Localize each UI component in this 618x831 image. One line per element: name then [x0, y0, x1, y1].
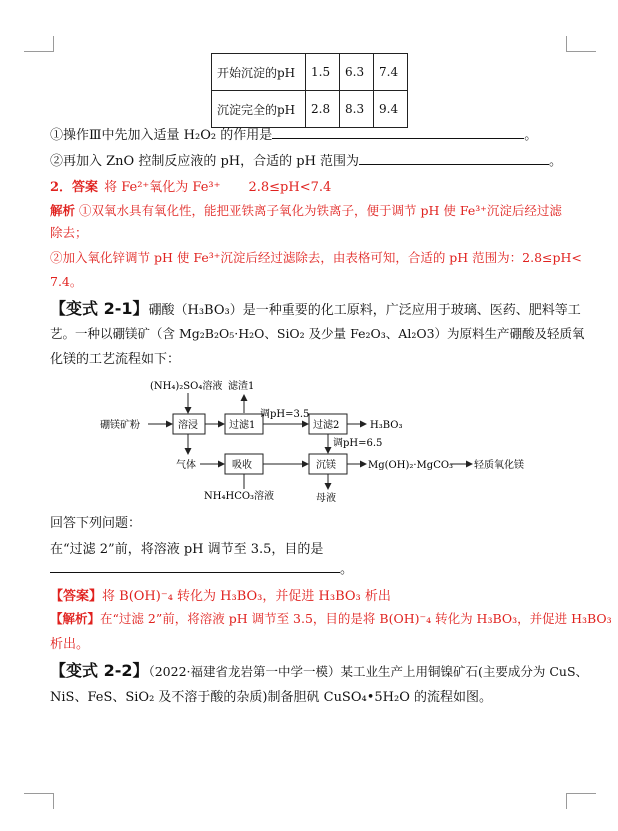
ph-table	[211, 53, 408, 128]
variant-2-2-text: （2022·福建省龙岩第一中学一模）某工业生产上用铜镍矿石(主要成分为 CuS、	[148, 664, 589, 679]
crop-mark-top-right	[566, 51, 596, 52]
answer-blank[interactable]	[359, 151, 549, 165]
variant-2-1-tag: 【变式 2-1】	[50, 299, 149, 318]
product-3-label: 轻质氧化镁	[474, 460, 524, 471]
table-row	[212, 54, 408, 91]
analysis-variant-1-tag: 【解析】	[50, 611, 101, 626]
mother-liquor-label: 母液	[316, 493, 336, 504]
question-1	[50, 124, 537, 143]
answer-variant-1-text: 将 B(OH)⁻₄ 转化为 H₃BO₃，并促进 H₃BO₃ 析出	[102, 589, 391, 604]
question-text: 在“过滤 2”前，将溶液 pH 调节至 3.5，目的是	[50, 542, 324, 557]
table-cell: 6.3	[340, 54, 374, 91]
table-cell: 7.4	[374, 54, 408, 91]
analysis-2-line-1	[50, 201, 562, 219]
answer-blank[interactable]	[50, 559, 340, 573]
residue-1-label: 滤渣1	[228, 381, 255, 392]
table-row	[212, 91, 408, 128]
crop-mark-bottom-right	[566, 793, 596, 794]
analysis-2-line-4: 7.4。	[50, 274, 83, 289]
answer-2-number: 2．	[50, 180, 73, 195]
variant-2-2-tag: 【变式 2-2】	[50, 661, 149, 680]
crop-mark-bottom-left	[24, 793, 54, 794]
table-cell: 9.4	[374, 91, 408, 128]
variant-2-1-line-1	[50, 296, 581, 319]
variant-2-1-line-3: 化镁的工艺流程如下：	[50, 352, 181, 367]
analysis-variant-1-text: 在“过滤 2”前，将溶液 pH 调节至 3.5，目的是将 B(OH)⁻₄ 转化为 H₃BO₃，并促进 H₃BO₃	[100, 611, 612, 626]
precipitate-box-label: 沉镁	[316, 460, 336, 471]
answer-2-text: 将 Fe²⁺氧化为 Fe³⁺	[104, 180, 221, 195]
adjust-1-label: 调pH=3.5	[260, 409, 310, 420]
product-2-label: Mg(OH)₂·MgCO₃	[368, 460, 454, 471]
gas-label: 气体	[176, 460, 196, 471]
process-flow-diagram	[100, 375, 570, 505]
variant-2-1-line-2: 艺。一种以硼镁矿（含 Mg₂B₂O₅·H₂O、SiO₂ 及少量 Fe₂O₃、Al₂O3）为原料生产硼酸及轻质氧	[50, 326, 585, 341]
absorb-box-label: 吸收	[232, 460, 252, 471]
question-2-text: ②再加入 ZnO 控制反应液的 pH，合适的 pH 范围为	[50, 154, 360, 169]
answer-2-tag: 答案	[72, 180, 99, 195]
analysis-variant-1-line-1	[50, 609, 612, 627]
table-cell: 1.5	[306, 54, 340, 91]
crop-mark-top-right	[566, 36, 567, 52]
dissolve-box-label: 溶浸	[178, 420, 198, 431]
table-cell: 2.8	[306, 91, 340, 128]
question-1-text: ①操作Ⅲ中先加入适量 H₂O₂ 的作用是	[50, 128, 273, 143]
analysis-2-tag: 解析	[50, 203, 76, 218]
crop-mark-top-left	[53, 36, 54, 52]
adjust-2-label: 调pH=6.5	[333, 438, 383, 449]
crop-mark-bottom-right	[566, 793, 567, 809]
variant-2-1-text: 硼酸（H₃BO₃）是一种重要的化工原料，广泛应用于玻璃、医药、肥料等工	[148, 303, 581, 318]
filter-1-box-label: 过滤1	[229, 420, 256, 431]
crop-mark-top-left	[24, 51, 54, 52]
analysis-2-text: ①双氧水具有氧化性，能把亚铁离子氧化为铁离子，便于调节 pH 使 Fe³⁺沉淀后经过滤	[79, 203, 562, 218]
reagent-1-label: (NH₄)₂SO₄溶液	[150, 381, 223, 392]
table-cell: 8.3	[340, 91, 374, 128]
question-title: 回答下列问题：	[50, 516, 142, 531]
table-cell: 开始沉淀的pH	[212, 54, 306, 91]
reagent-2-label: NH₄HCO₃溶液	[204, 491, 275, 502]
answer-variant-1	[50, 585, 391, 604]
answer-2-range: 2.8≤pH<7.4	[248, 180, 332, 195]
question-2	[50, 150, 562, 169]
answer-variant-1-tag: 【答案】	[50, 589, 103, 604]
analysis-2-line-3: ②加入氧化锌调节 pH 使 Fe³⁺沉淀后经过滤除去，由表格可知，合适的 pH 范围为：2.8≤pH<	[50, 250, 582, 265]
table-cell: 沉淀完全的pH	[212, 91, 306, 128]
variant-2-2-line-2: NiS、FeS、SiO₂ 及不溶于酸的杂质)制备胆矾 CuSO₄•5H₂O 的流程如图。	[50, 690, 492, 705]
question-1-end: 。	[524, 128, 538, 143]
filter-2-box-label: 过滤2	[313, 420, 340, 431]
variant-2-2-line-1	[50, 658, 588, 681]
analysis-2-line-2: 除去；	[50, 225, 88, 240]
analysis-variant-1-line-2: 析出。	[50, 637, 90, 652]
question-blank-line	[50, 558, 353, 577]
question-2-end: 。	[549, 154, 563, 169]
question-end: 。	[340, 562, 354, 577]
crop-mark-bottom-left	[53, 793, 54, 809]
answer-2	[50, 176, 331, 195]
answer-blank[interactable]	[272, 125, 524, 139]
feed-label: 硼镁矿粉	[100, 420, 140, 431]
product-1-label: H₃BO₃	[370, 420, 403, 431]
